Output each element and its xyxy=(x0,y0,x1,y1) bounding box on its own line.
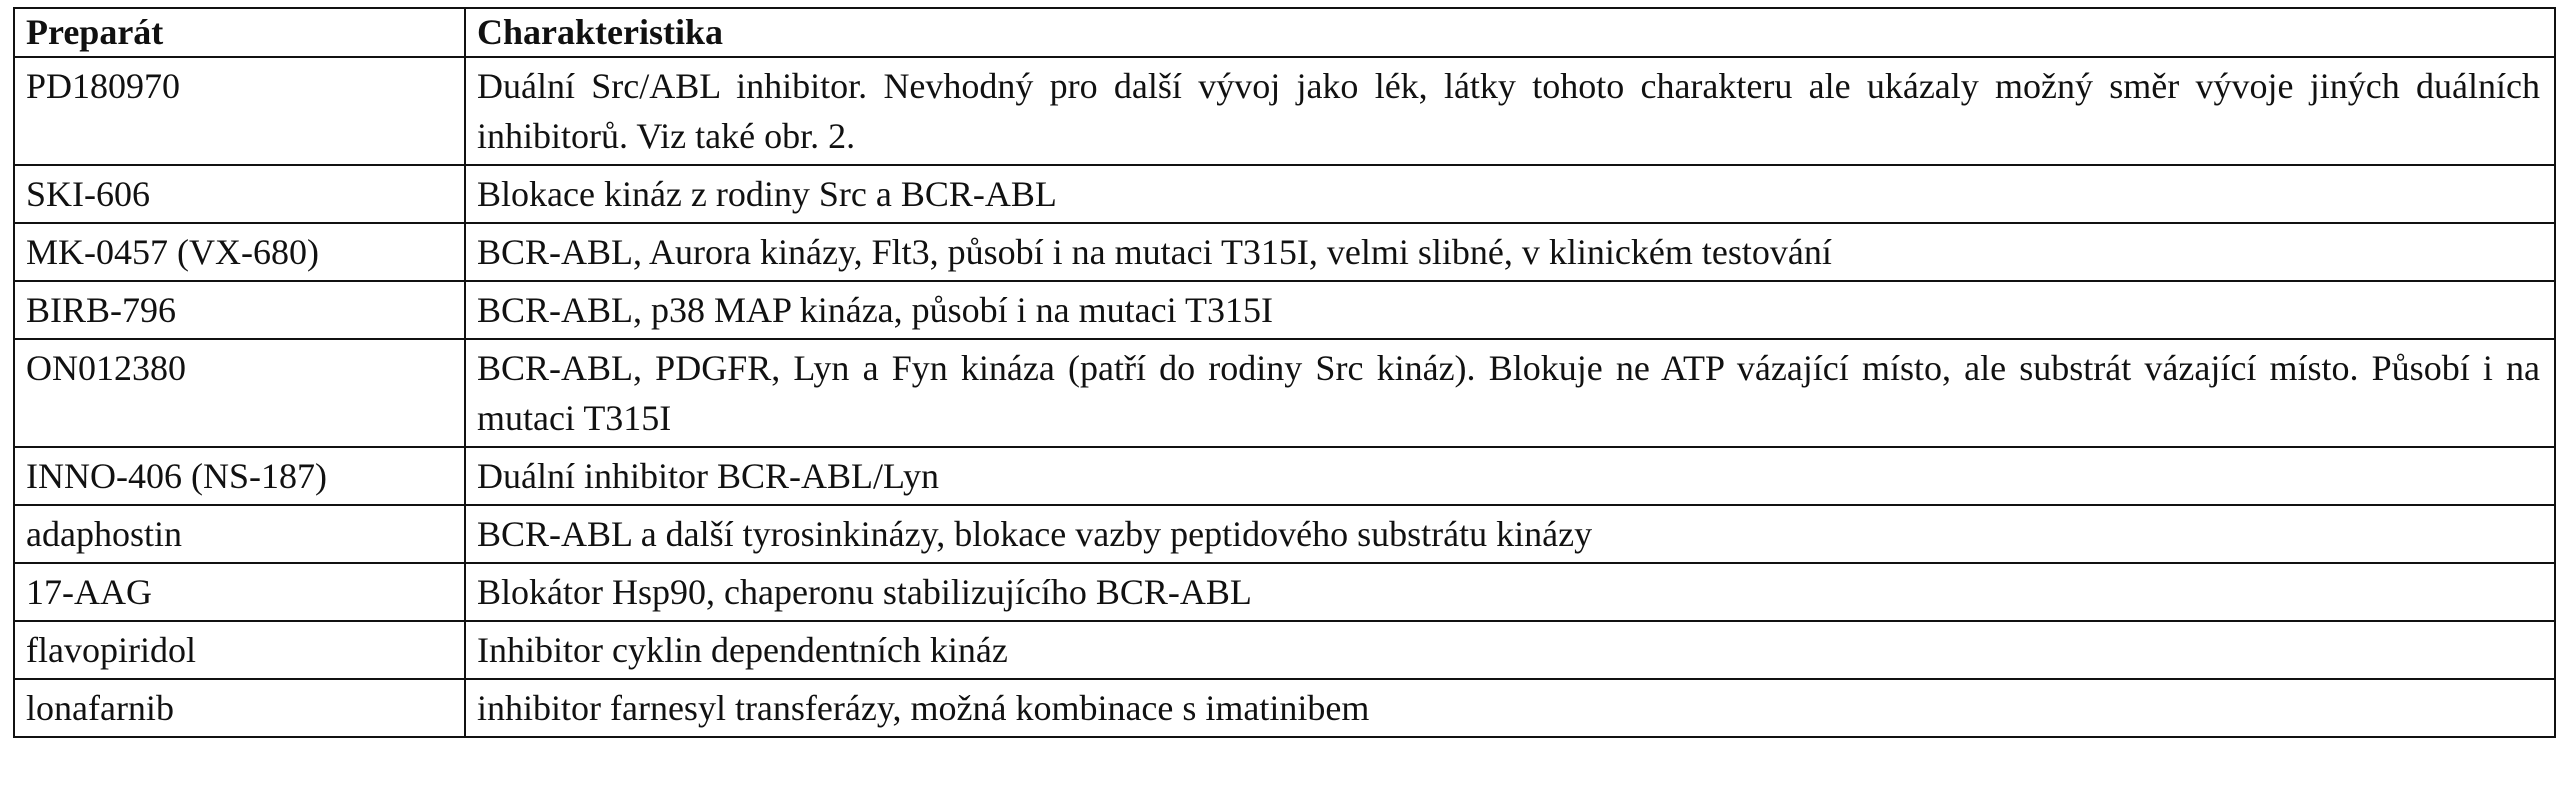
cell-preparat: lonafarnib xyxy=(14,679,465,737)
header-charakteristika: Charakteristika xyxy=(465,8,2555,57)
table-row xyxy=(14,223,2555,281)
table-row xyxy=(14,339,2555,447)
cell-charakteristika: BCR-ABL, PDGFR, Lyn a Fyn kináza (patří do rodiny Src kináz). Blokuje ne ATP vázající místo, ale substrát vázající místo. Působí i na mutaci T315I xyxy=(465,339,2555,447)
table-row xyxy=(14,57,2555,165)
table-row xyxy=(14,679,2555,737)
table-row xyxy=(14,621,2555,679)
table-row xyxy=(14,505,2555,563)
cell-preparat: INNO-406 (NS-187) xyxy=(14,447,465,505)
cell-preparat: BIRB-796 xyxy=(14,281,465,339)
drug-table xyxy=(13,7,2556,738)
cell-preparat: PD180970 xyxy=(14,57,465,165)
table-row xyxy=(14,281,2555,339)
header-preparat: Preparát xyxy=(14,8,465,57)
cell-preparat: flavopiridol xyxy=(14,621,465,679)
table-row xyxy=(14,447,2555,505)
cell-charakteristika: Inhibitor cyklin dependentních kináz xyxy=(465,621,2555,679)
cell-charakteristika: inhibitor farnesyl transferázy, možná kombinace s imatinibem xyxy=(465,679,2555,737)
cell-preparat: 17-AAG xyxy=(14,563,465,621)
cell-preparat: SKI-606 xyxy=(14,165,465,223)
table-row xyxy=(14,563,2555,621)
cell-charakteristika: BCR-ABL, Aurora kinázy, Flt3, působí i na mutaci T315I, velmi slibné, v klinickém testování xyxy=(465,223,2555,281)
cell-charakteristika: Blokace kináz z rodiny Src a BCR-ABL xyxy=(465,165,2555,223)
cell-charakteristika: BCR-ABL a další tyrosinkinázy, blokace vazby peptidového substrátu kinázy xyxy=(465,505,2555,563)
cell-charakteristika: BCR-ABL, p38 MAP kináza, působí i na mutaci T315I xyxy=(465,281,2555,339)
cell-preparat: ON012380 xyxy=(14,339,465,447)
drug-table-container xyxy=(13,7,2554,738)
cell-preparat: adaphostin xyxy=(14,505,465,563)
table-row xyxy=(14,165,2555,223)
cell-charakteristika: Duální inhibitor BCR-ABL/Lyn xyxy=(465,447,2555,505)
cell-charakteristika: Blokátor Hsp90, chaperonu stabilizujícího BCR-ABL xyxy=(465,563,2555,621)
cell-charakteristika: Duální Src/ABL inhibitor. Nevhodný pro další vývoj jako lék, látky tohoto charakteru ale ukázaly možný směr vývoje jiných duálních inhibitorů. Viz také obr. 2. xyxy=(465,57,2555,165)
table-header-row xyxy=(14,8,2555,57)
cell-preparat: MK-0457 (VX-680) xyxy=(14,223,465,281)
